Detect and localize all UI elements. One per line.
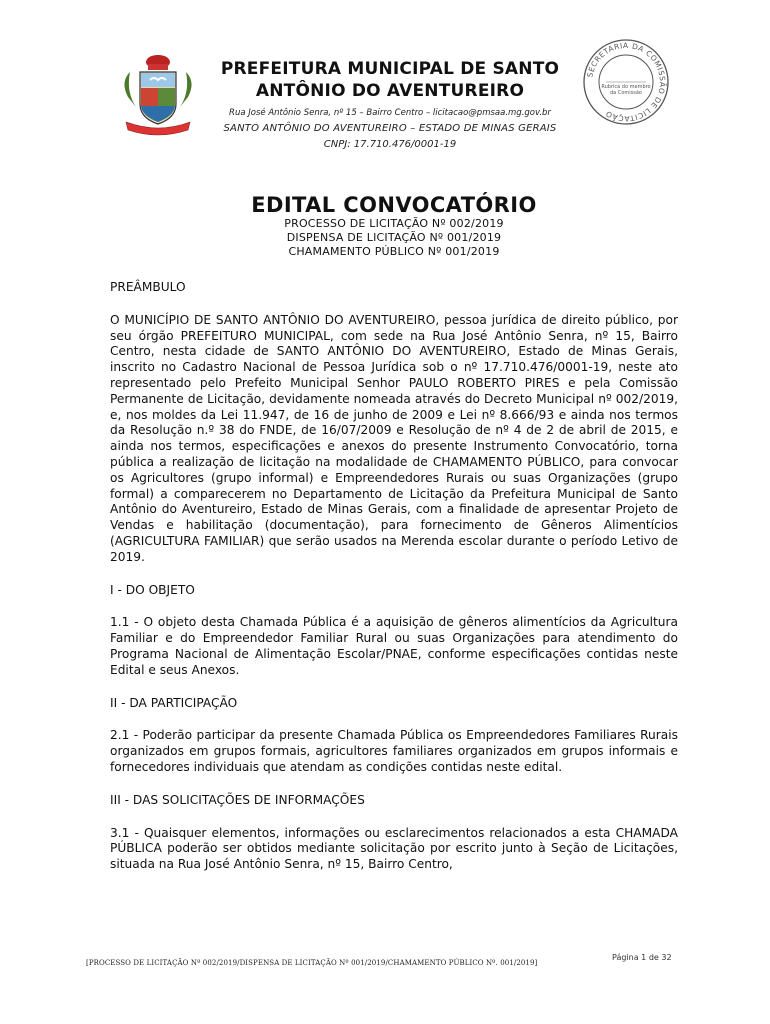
participacao-paragraph: 2.1 - Poderão participar da presente Chamada Pública os Empreendedores Familiares Rurais organizados em grupos formais, agricultores familiares organizados em grupos informais e fornecedores individuais que atendam as condições contidas neste edital. [110,728,678,774]
preambulo-paragraph: O MUNICÍPIO DE SANTO ANTÔNIO DO AVENTUREIRO, pessoa jurídica de direito público, por seu órgão PREFEITURO MUNICIPAL, com sede na Rua José Antônio Senra, nº 15, Bairro Centro, nesta cidade de SANTO ANTÔNIO DO AVENTUREIRO, Estado de Minas Gerais, inscrito no Cadastro Nacional de Pessoa Jurídica sob o nº 17.710.476/0001-19, neste ato representado pelo Prefeito Municipal Senhor PAULO ROBERTO PIRES e pela Comissão Permanente de Licitação, devidamente nomeada através do Decreto Municipal nº 002/2019, e, nos moldes da Lei 11.947, de 16 de junho de 2009 e Lei nº 8.666/93 e ainda nos termos da Resolução n.º 38 do FNDE, de 16/07/2009 e Resolução de nº 4 de 2 de abril de 2015, e ainda nos termos, especificações e anexos do presente Instrumento Convocatório, torna pública a realização de licitação na modalidade de CHAMAMENTO PÚBLICO, para convocar os Agricultores (grupo informal) e Empreendedores Rurais ou suas Organizações (grupo formal) a comparecerem no Departamento de Licitação da Prefeitura Municipal de Santo Antônio do Aventureiro, Estado de Minas Gerais, com a finalidade de apresentar Projeto de Vendas e habilitação (documentação), para fornecimento de Gêneros Alimentícios (AGRICULTURA FAMILIAR) que serão usados na Merenda escolar durante o período Letivo de 2019. [110,312,678,564]
org-cnpj: CNPJ: 17.710.476/0001-19 [323,139,457,150]
participacao-heading: II - DA PARTICIPAÇÃO [110,695,238,710]
dispensa-number: DISPENSA DE LICITAÇÃO Nº 001/2019 [286,231,502,244]
objeto-paragraph: 1.1 - O objeto desta Chamada Pública é a aquisição de gêneros alimentícios da Agricultura Familiar e do Empreendedor Familiar Rural ou suas Organizações para atendimento do Programa Nacional de Alimentação Escolar/PNAE, conforme especificações contidas neste Edital e seus Anexos. [110,615,678,677]
stamp-center-line2: da Comissão [610,90,642,96]
municipal-coat-of-arms [118,52,198,138]
preambulo-heading: PREÂMBULO [110,280,186,294]
chamamento-number: CHAMAMENTO PÚBLICO Nº 001/2019 [288,245,500,258]
stamp-ring-text: SECRETARIA DA COMISSÃO DE LICITAÇÃO [585,40,668,124]
process-number: PROCESSO DE LICITAÇÃO Nº 002/2019 [284,217,504,230]
page-number: Página 1 de 32 [612,953,672,962]
objeto-heading: I - DO OBJETO [110,582,195,597]
org-city-state: SANTO ANTÔNIO DO AVENTUREIRO – ESTADO DE MINAS GERAIS [223,123,557,134]
document-body [110,280,678,890]
org-name-line1: PREFEITURA MUNICIPAL DE SANTO [220,59,560,79]
solicitacoes-paragraph: 3.1 - Quaisquer elementos, informações ou esclarecimentos relacionados a esta CHAMADA PÚBLICA poderão ser obtidos mediante solicitação por escrito junto à Seção de Licitações, situada na Rua José Antônio Senra, nº 15, Bairro Centro, [110,825,678,872]
stamp-center-line1: Rubrica do membro [601,84,651,90]
commission-stamp [582,38,670,126]
org-name-line2: ANTÔNIO DO AVENTUREIRO [255,81,525,101]
document-title: EDITAL CONVOCATÓRIO [251,193,537,217]
letterhead [205,58,575,150]
title-block [0,193,770,259]
org-address: Rua José Antônio Senra, nº 15 – Bairro Centro – licitacao@pmsaa.mg.gov.br [229,108,551,118]
footer-reference: [PROCESSO DE LICITAÇÃO Nº 002/2019/DISPENSA DE LICITAÇÃO Nº 001/2019/CHAMAMENTO PÚBLICO Nº. 001/2019] [86,959,538,967]
solicitacoes-heading: III - DAS SOLICITAÇÕES DE INFORMAÇÕES [110,792,365,807]
